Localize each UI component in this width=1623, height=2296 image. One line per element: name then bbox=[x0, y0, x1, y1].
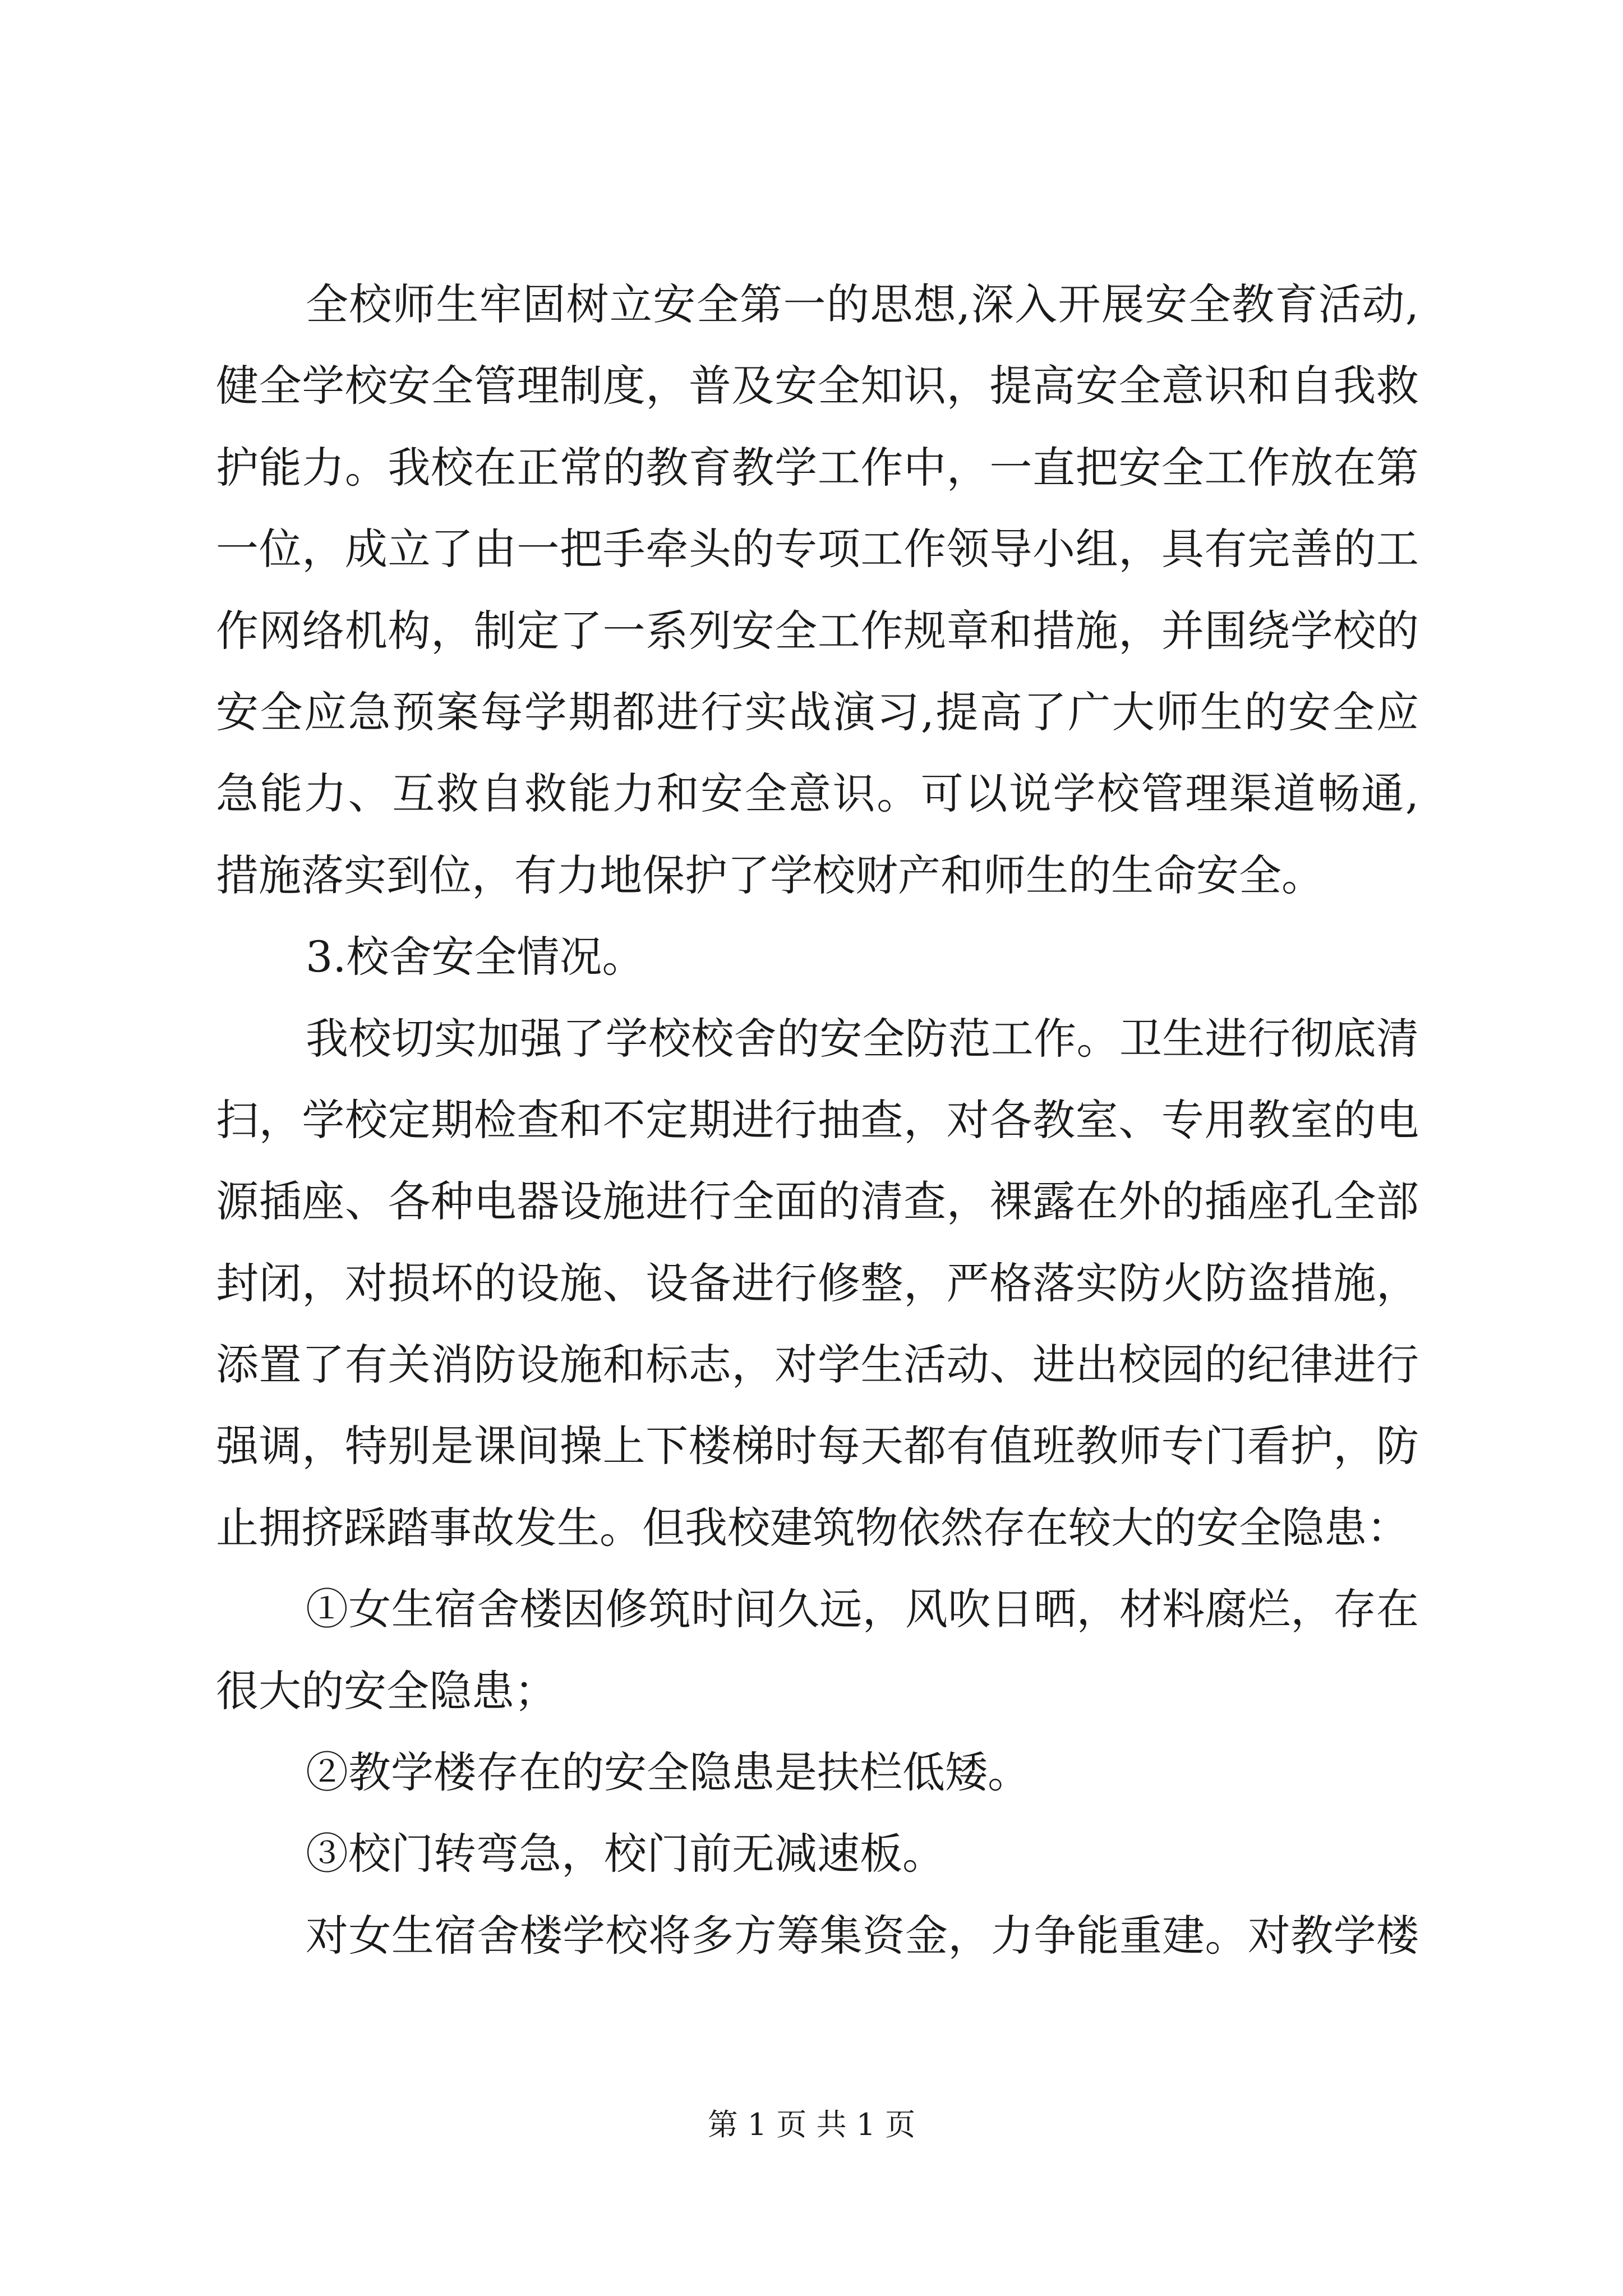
text-line: 一位，成立了由一把手牵头的专项工作领导小组，具有完善的工 bbox=[216, 524, 1419, 574]
text-line: 强调，特别是课间操上下楼梯时每天都有值班教师专门看护，防 bbox=[216, 1421, 1419, 1471]
text-line: 源插座、各种电器设施进行全面的清查，裸露在外的插座孔全部 bbox=[216, 1176, 1419, 1227]
text-line: 措施落实到位，有力地保护了学校财产和师生的生命安全。 bbox=[216, 850, 1324, 900]
text-line: 扫，学校定期检查和不定期进行抽查，对各教室、专用教室的电 bbox=[216, 1094, 1419, 1145]
text-line: 急能力、互救自救能力和安全意识。可以说学校管理渠道畅通, bbox=[216, 769, 1419, 819]
text-line: ①女生宿舍楼因修筑时间久远，风吹日晒，材料腐烂，存在 bbox=[306, 1584, 1419, 1635]
text-line: 作网络机构，制定了一系列安全工作规章和措施，并围绕学校的 bbox=[216, 605, 1419, 656]
text-line: 全校师生牢固树立安全第一的思想,深入开展安全教育活动, bbox=[306, 279, 1419, 329]
text-line: 安全应急预案每学期都进行实战演习,提高了广大师生的安全应 bbox=[216, 687, 1419, 737]
text-line: 很大的安全隐患； bbox=[216, 1665, 557, 1716]
text-line: 我校切实加强了学校校舍的安全防范工作。卫生进行彻底清 bbox=[306, 1013, 1419, 1064]
text-line: 对女生宿舍楼学校将多方筹集资金，力争能重建。对教学楼 bbox=[306, 1910, 1419, 1961]
text-line: ②教学楼存在的安全隐患是扶栏低矮。 bbox=[306, 1747, 1030, 1798]
text-line: 封闭，对损坏的设施、设备进行修整，严格落实防火防盗措施， bbox=[216, 1258, 1419, 1308]
text-line: 健全学校安全管理制度，普及安全知识，提高安全意识和自我救 bbox=[216, 361, 1419, 411]
text-line: 护能力。我校在正常的教育教学工作中，一直把安全工作放在第 bbox=[216, 442, 1419, 493]
text-line: 3.校舍安全情况。 bbox=[306, 932, 645, 982]
text-line: 添置了有关消防设施和标志，对学生活动、进出校园的纪律进行 bbox=[216, 1340, 1419, 1390]
text-line: ③校门转弯急，校门前无减速板。 bbox=[306, 1829, 945, 1879]
text-line: 止拥挤踩踏事故发生。但我校建筑物依然存在较大的安全隐患： bbox=[216, 1502, 1409, 1553]
document-body bbox=[216, 264, 1419, 1976]
page-footer: 第 1 页 共 1 页 bbox=[707, 2107, 916, 2142]
